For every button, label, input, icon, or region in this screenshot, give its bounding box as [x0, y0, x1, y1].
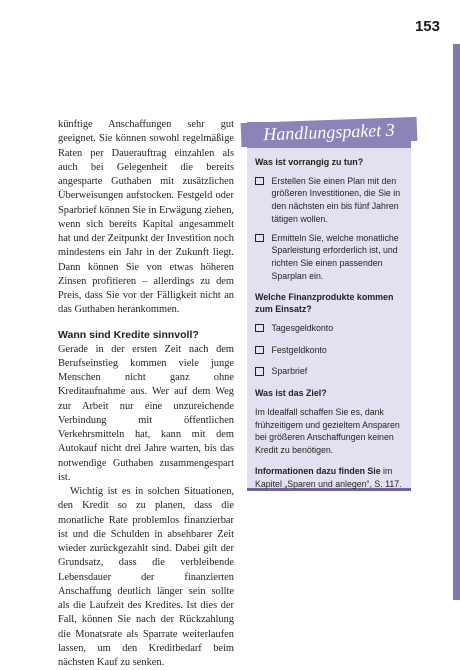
checkbox-icon[interactable] — [255, 367, 264, 376]
product-label: Sparbrief — [271, 366, 308, 377]
product-item[interactable] — [255, 344, 403, 357]
todo-label: Ermitteln Sie, welche monatliche Sparleistung erforderlich ist, und richten Sie einen passenden Sparplan ein. — [271, 232, 399, 282]
product-label: Tagesgeldkonto — [271, 322, 334, 333]
checkbox-icon[interactable] — [255, 177, 264, 186]
checkbox-icon[interactable] — [255, 234, 264, 243]
article-paragraph-1: künftige Anschaffungen sehr gut geeignet. Sie können sowohl regelmäßige Raten per Dauerauftrag einzahlen als auch bei Gelegenheit die bereits angesparte Guthaben mit zusätzlichen Überweisungen aufstocken. Festgeld oder Sparbrief können Sie in Erwägung ziehen, wenn sich bereits Kapital angesammelt hat und der Zeitpunkt der Investition noch mindestens ein Jahr in der Zukunft liegt. Dann können Sie von etwas höheren Zinsen profitieren – allerdings zu dem Preis, dass Sie vor der Fälligkeit nicht an das Guthaben herankommen. — [58, 119, 235, 316]
question-priority: Was ist vorrangig zu tun? — [255, 157, 364, 167]
todo-item[interactable] — [255, 232, 403, 283]
checkbox-icon[interactable] — [255, 346, 264, 355]
box-title: Handlungspaket 3 — [262, 119, 396, 145]
question-products: Welche Finanzprodukte kommen zum Einsatz? — [255, 291, 394, 315]
article-paragraph-3: Wichtig ist es in solchen Situationen, den Kredit so zu planen, dass die monatliche Rate problemlos finanzierbar ist und die Schulden in absehbarer Zeit wieder zurückgezahlt sind. Dabei gilt der Grundsatz, dass die verbleibende Lebensdauer der finanzierten Anschaffung deutlich länger sein sollte als die Laufzeit des Kredites. Ist dies der Fall, können Sie nach der Rückzahlung die Monatsrate als Sparrate weiterlaufen lassen, um den Kreditbedarf beim nächsten Kauf zu senken. — [58, 486, 234, 668]
edge-color-bar — [453, 44, 460, 600]
info-rest: im Kapitel „Sparen und anlegen“, S. 117. — [255, 465, 402, 489]
product-label: Festgeldkonto — [271, 344, 327, 355]
product-item[interactable] — [255, 322, 403, 335]
section-heading: Wann sind Kredite sinnvoll? — [58, 328, 199, 341]
checkbox-icon[interactable] — [255, 324, 264, 333]
goal-text: Im Idealfall schaffen Sie es, dank frühzeitigem und gezieltem Ansparen bei größeren Anschaffungen keinen Kredit zu benötigen. — [255, 406, 400, 456]
todo-item[interactable] — [255, 175, 403, 226]
page-number: 153 — [414, 18, 440, 35]
todo-label: Erstellen Sie einen Plan mit den größeren Investitionen, die Sie in den nächsten ein bis fünf Jahren tätigen wollen. — [271, 175, 401, 224]
info-reference — [255, 465, 403, 491]
question-goal: Was ist das Ziel? — [255, 388, 327, 399]
product-item[interactable] — [255, 365, 403, 378]
article-paragraph-2: Gerade in der ersten Zeit nach dem Berufseinstieg kommen viele junge Menschen nicht ganz ohne Kreditaufnahme aus. Wer auf dem Weg zur Arbeit nur eine unzureichende Verbindung mit öffentlichen Verkehrsmitteln hat, kann mit dem Autokauf nicht drei Jahre warten, bis das notwendige Guthaben zusammengespart ist. — [58, 343, 234, 483]
info-bold: Informationen dazu finden Sie — [255, 465, 381, 476]
article-body — [58, 118, 234, 670]
action-package-box — [247, 119, 411, 491]
